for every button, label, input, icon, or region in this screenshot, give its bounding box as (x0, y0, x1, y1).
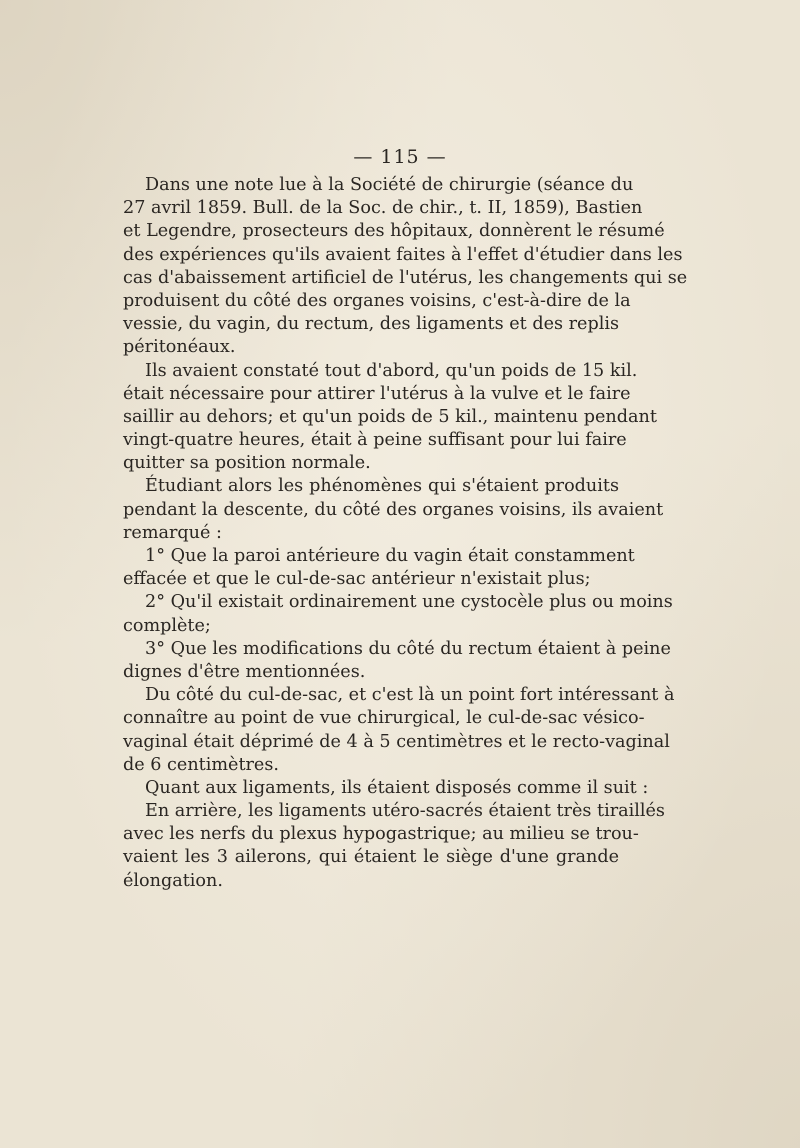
text-line: péritonéaux. (123, 337, 236, 358)
text-line: quitter sa position normale. (123, 453, 371, 474)
paragraph (123, 777, 649, 800)
paragraph (123, 684, 675, 777)
text-line: dignes d'être mentionnées. (123, 661, 366, 682)
text-line: produisent du côté des organes voisins, c'est-à-dire de la (123, 290, 631, 311)
text-line: effacée et que le cul-de-sac antérieur n'existait plus; (123, 569, 591, 590)
text-line: élongation. (123, 870, 223, 891)
text-line: cas d'abaissement artificiel de l'utérus, les changements qui se (123, 267, 688, 288)
text-line: était nécessaire pour attirer l'utérus à la vulve et le faire (123, 383, 631, 404)
text-line: Étudiant alors les phénomènes qui s'étaient produits (145, 476, 619, 497)
text-line: Ils avaient constaté tout d'abord, qu'un poids de 15 kil. (145, 360, 638, 381)
page-number: — 115 — (353, 146, 447, 168)
text-line: remarqué : (123, 522, 222, 543)
text-line: vaginal était déprimé de 4 à 5 centimètres et le recto-vaginal (123, 731, 670, 752)
paragraph (123, 591, 673, 637)
text-line: vessie, du vagin, du rectum, des ligaments et des replis (123, 314, 619, 335)
text-line: saillir au dehors; et qu'un poids de 5 kil., maintenu pendant (123, 406, 657, 427)
text-line: de 6 centimètres. (123, 754, 279, 775)
text-line: pendant la descente, du côté des organes voisins, ils avaient (123, 499, 664, 520)
text-line: Quant aux ligaments, ils étaient disposés comme il suit : (145, 777, 649, 798)
paragraph (123, 545, 635, 591)
text-line: avec les nerfs du plexus hypogastrique; au milieu se trou- (123, 824, 639, 845)
text-line: 3° Que les modifications du côté du rectum étaient à peine (145, 638, 671, 659)
text-line: Du côté du cul-de-sac, et c'est là un point fort intéressant à (145, 685, 675, 706)
text-line: vaient les 3 ailerons, qui étaient le siège d'une grande (123, 847, 619, 868)
paragraph (123, 800, 665, 893)
text-line: 2° Qu'il existait ordinairement une cystocèle plus ou moins (145, 592, 673, 613)
text-line: complète; (123, 615, 211, 636)
text-line: En arrière, les ligaments utéro-sacrés étaient très tiraillés (145, 801, 665, 822)
paragraph (123, 475, 664, 545)
text-line: Dans une note lue à la Société de chirurgie (séance du (145, 175, 634, 195)
text-line: 1° Que la paroi antérieure du vagin était constamment (145, 546, 635, 566)
paragraph (123, 638, 671, 684)
text-line: 27 avril 1859. Bull. de la Soc. de chir., t. II, 1859), Bastien (123, 198, 643, 219)
body-text (123, 174, 688, 893)
text-line: et Legendre, prosecteurs des hôpitaux, donnèrent le résumé (123, 221, 665, 242)
paragraph (123, 360, 657, 476)
paragraph (123, 174, 688, 360)
text-line: des expériences qu'ils avaient faites à l'effet d'étudier dans les (123, 244, 683, 265)
text-line: connaître au point de vue chirurgical, le cul-de-sac vésico- (123, 708, 645, 729)
text-line: vingt-quatre heures, était à peine suffisant pour lui faire (123, 430, 627, 451)
